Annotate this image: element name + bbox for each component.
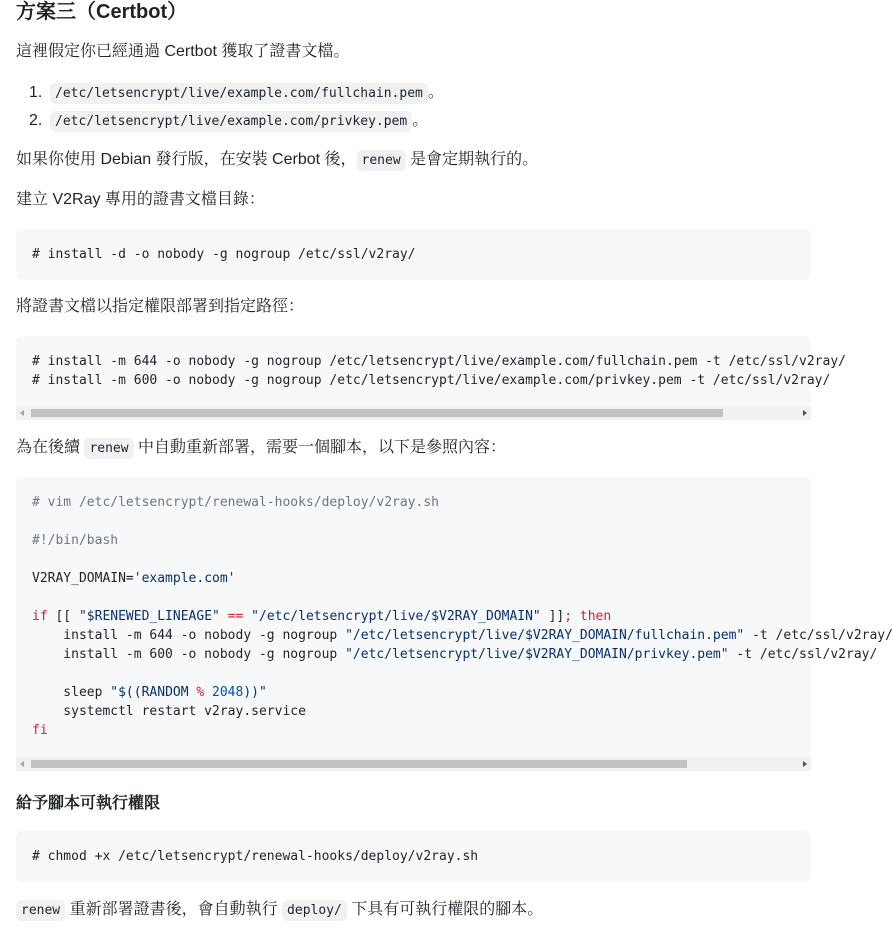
code-token: [[: [47, 609, 79, 624]
code-token: ]]: [540, 609, 565, 624]
deploy-label: 將證書文檔以指定權限部署到指定路徑：: [16, 298, 305, 315]
code-block-deploy[interactable]: [16, 336, 846, 420]
scroll-right-icon[interactable]: [797, 757, 811, 771]
code-token: install -m 600 -o nobody -g nogroup: [32, 647, 346, 662]
inline-code: /etc/letsencrypt/live/example.com/privkey.pem: [50, 111, 412, 132]
code-token: -t /etc/ssl/v2ray/: [744, 628, 893, 643]
code-token: systemctl restart v2ray.service: [32, 704, 306, 719]
scroll-right-icon[interactable]: [797, 406, 811, 420]
text: 如果你使用 Debian 發行版，在安裝 Cerbot 後，: [16, 151, 357, 168]
section-heading: 方案三（Certbot）: [16, 1, 188, 23]
code-token: install -m 644 -o nobody -g nogroup: [32, 628, 346, 643]
code-text: [16, 229, 811, 264]
inline-code: deploy/: [282, 900, 347, 921]
horizontal-scrollbar[interactable]: [16, 757, 811, 771]
hook-note: [16, 436, 506, 461]
string-token: "/etc/letsencrypt/live/$V2RAY_DOMAIN": [251, 609, 541, 624]
string-token: "/etc/letsencrypt/live/$V2RAY_DOMAIN/fullchain.pem": [345, 628, 745, 643]
code-line: # install -m 644 -o nobody -g nogroup /etc/letsencrypt/live/example.com/fullchain.pem -t /etc/ssl/v2ray/: [32, 354, 846, 369]
chmod-heading: 給予腳本可執行權限: [16, 795, 161, 812]
final-note: [16, 898, 543, 923]
list-number: 1.: [29, 84, 43, 101]
inline-code: /etc/letsencrypt/live/example.com/fullchain.pem: [50, 83, 428, 104]
operator: %: [196, 685, 205, 700]
string-token: "/etc/letsencrypt/live/$V2RAY_DOMAIN/privkey.pem": [345, 647, 729, 662]
keyword: if: [32, 609, 48, 624]
text: 中自動重新部署，需要一個腳本，以下是參照內容：: [133, 439, 507, 456]
scroll-left-icon[interactable]: [16, 757, 30, 771]
keyword: ; then: [564, 609, 612, 624]
number-token: 2048: [204, 685, 244, 700]
code-line: # install -m 600 -o nobody -g nogroup /etc/letsencrypt/live/example.com/privkey.pem -t /etc/ssl/v2ray/: [32, 373, 831, 388]
text: 是會定期執行的。: [405, 151, 539, 168]
shebang-line: #!/bin/bash: [32, 533, 119, 548]
code-block-chmod[interactable]: [16, 831, 811, 882]
var-name: V2RAY_DOMAIN=: [32, 571, 134, 586]
mkdir-label: 建立 V2Ray 專用的證書文檔目錄：: [16, 191, 265, 208]
inline-code: renew: [16, 900, 65, 921]
code-block-script[interactable]: [16, 477, 893, 771]
operator: ==: [219, 609, 252, 624]
horizontal-scrollbar[interactable]: [16, 406, 811, 420]
string-token: "$((RANDOM: [110, 685, 197, 700]
code-text: [16, 831, 811, 866]
scroll-left-icon[interactable]: [16, 406, 30, 420]
code-token: -t /etc/ssl/v2ray/: [728, 647, 878, 662]
scrollbar-thumb[interactable]: [31, 409, 723, 417]
text: 為在後續: [16, 439, 85, 456]
list-suffix: 。: [427, 84, 444, 101]
comment-line: # vim /etc/letsencrypt/renewal-hooks/deploy/v2ray.sh: [32, 495, 439, 510]
intro-text: 這裡假定你已經通過 Certbot 獲取了證書文檔。: [16, 43, 350, 60]
code-text: [16, 336, 846, 390]
code-text: [16, 477, 893, 740]
list-number: 2.: [29, 112, 43, 129]
inline-code: renew: [357, 150, 406, 171]
var-value: 'example.com': [133, 571, 236, 586]
text: 重新部署證書後，會自動執行: [65, 901, 283, 918]
debian-note: [16, 148, 538, 173]
code-line: # install -d -o nobody -g nogroup /etc/ssl/v2ray/: [32, 247, 416, 262]
list-suffix: 。: [412, 112, 429, 129]
string-token: "$RENEWED_LINEAGE": [78, 609, 220, 624]
inline-code: renew: [84, 438, 133, 459]
keyword: fi: [32, 723, 48, 738]
text: 下具有可執行權限的腳本。: [346, 901, 544, 918]
code-token: sleep: [32, 685, 111, 700]
code-line: # chmod +x /etc/letsencrypt/renewal-hooks/deploy/v2ray.sh: [32, 849, 479, 864]
scrollbar-thumb[interactable]: [31, 760, 687, 768]
string-token: ))": [243, 685, 267, 700]
code-block-mkdir[interactable]: [16, 229, 811, 280]
